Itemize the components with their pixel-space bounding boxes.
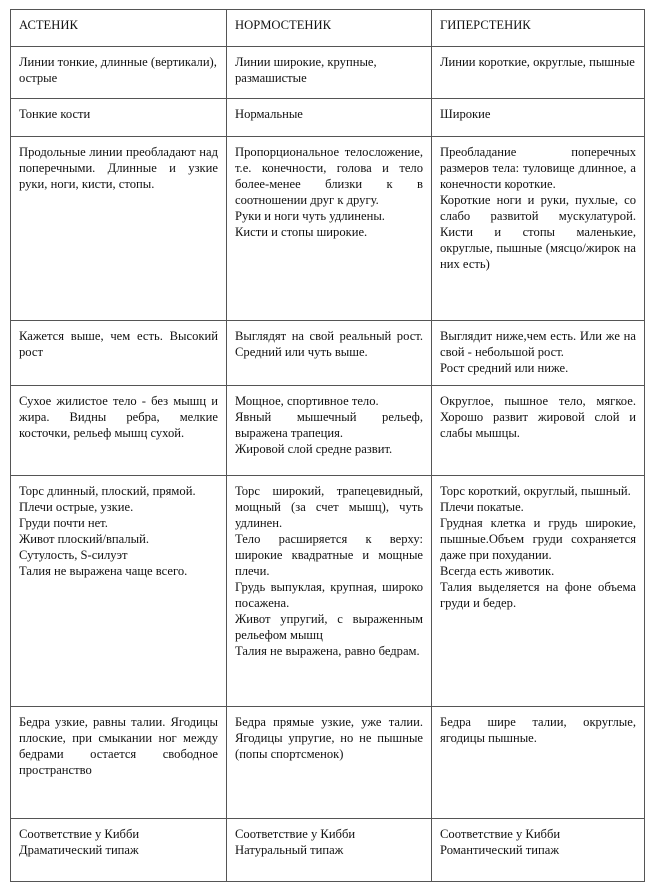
cell-text: Грудная клетка и грудь широкие, пышные.Объем груди сохраняется даже при похудании. (440, 516, 636, 563)
cell-text: Линии тонкие, длинные (вертикали), острые (19, 55, 217, 85)
cell-text: Линии короткие, округлые, пышные (440, 55, 635, 69)
cell-text: Сухое жилистое тело - без мышц и жира. Видны ребра, мелкие косточки, рельеф мышц сухой. (19, 394, 218, 441)
cell-asthenic (11, 706, 227, 818)
cell-normosthenic (227, 99, 432, 137)
cell-hypersthenic (432, 706, 645, 818)
cell-text: Талия не выражена чаще всего. (19, 564, 188, 579)
cell-text: Бедра узкие, равны талии. Ягодицы плоские, при смыкании ног между бедрами остается свободное пространство (19, 714, 218, 777)
cell-hypersthenic (432, 137, 645, 321)
cell-text: Торс широкий, трапецевидный, мощный (за счет мышц), чуть удлинен. (235, 484, 423, 531)
cell-asthenic (11, 321, 227, 386)
cell-text: Кажется выше, чем есть. Высокий рост (19, 329, 218, 360)
cell-text: Сутулость, S-силуэт (19, 548, 128, 563)
table-row (11, 386, 645, 476)
cell-text: Рост средний или ниже. (440, 361, 569, 376)
cell-text: Плечи острые, узкие. (19, 500, 134, 515)
cell-asthenic (11, 99, 227, 137)
header-normosthenic: НОРМОСТЕНИК (227, 10, 432, 47)
cell-text: Выглядят на свой реальный рост. Средний или чуть выше. (235, 329, 423, 360)
cell-hypersthenic (432, 476, 645, 706)
header-asthenic: АСТЕНИК (11, 10, 227, 47)
cell-text: Соответствие у Кибби (19, 826, 140, 841)
cell-hypersthenic (432, 386, 645, 476)
cell-text: Тело расширяется к верху: широкие квадратные и мощные плечи. (235, 532, 423, 579)
body-types-table (10, 9, 645, 882)
cell-text: Грудь выпуклая, крупная, широко посажена. (235, 580, 423, 611)
table-row (11, 706, 645, 818)
cell-text: Нормальные (235, 107, 303, 122)
cell-asthenic (11, 386, 227, 476)
cell-text: Округлое, пышное тело, мягкое. Хорошо развит жировой слой и слабы мышцы. (440, 394, 636, 441)
cell-text: Тонкие кости (19, 107, 91, 122)
cell-text: Соответствие у Кибби (235, 826, 356, 841)
cell-normosthenic (227, 47, 432, 99)
cell-text: Продольные линии преобладают над поперечными. Длинные и узкие руки, ноги, кисти, стопы. (19, 145, 218, 192)
cell-text: Пропорциональное телосложение, т.е. конечности, голова и тело более-менее близки к в соотношении друг к другу. (235, 145, 423, 208)
cell-text: Всегда есть животик. (440, 564, 555, 579)
cell-asthenic (11, 818, 227, 881)
cell-text: Драматический типаж (19, 842, 139, 857)
cell-text: Плечи покатые. (440, 500, 524, 515)
cell-normosthenic (227, 476, 432, 706)
cell-text: Выглядит ниже,чем есть. Или же на свой - небольшой рост. (440, 329, 636, 360)
cell-text: Груди почти нет. (19, 516, 108, 531)
cell-hypersthenic (432, 818, 645, 881)
cell-text: Торс короткий, округлый, пышный. (440, 484, 631, 499)
header-row (11, 10, 645, 47)
cell-text: Талия не выражена, равно бедрам. (235, 644, 420, 659)
cell-text: Широкие (440, 107, 491, 122)
cell-hypersthenic (432, 99, 645, 137)
cell-text: Живот упругий, с выраженным рельефом мышц (235, 612, 423, 643)
cell-normosthenic (227, 706, 432, 818)
table-row (11, 47, 645, 99)
cell-text: Бедра шире талии, округлые, ягодицы пышные. (440, 714, 636, 745)
cell-text: Романтический типаж (440, 842, 560, 857)
table-row (11, 99, 645, 137)
cell-asthenic (11, 137, 227, 321)
table-row (11, 321, 645, 386)
table-row (11, 818, 645, 881)
cell-normosthenic (227, 321, 432, 386)
cell-text: Короткие ноги и руки, пухлые, со слабо развитой мускулатурой. Кисти и стопы маленькие, округлые, пышные (мясцо/жирок на них есть) (440, 193, 636, 272)
cell-text: Руки и ноги чуть удлинены. (235, 209, 385, 224)
cell-normosthenic (227, 386, 432, 476)
cell-text: Кисти и стопы широкие. (235, 225, 368, 240)
table-row (11, 476, 645, 706)
cell-hypersthenic (432, 47, 645, 99)
cell-text: Жировой слой средне развит. (235, 442, 393, 457)
cell-text: Живот плоский/впалый. (19, 532, 150, 547)
cell-text: Торс длинный, плоский, прямой. (19, 484, 196, 499)
cell-text: Бедра прямые узкие, уже талии. Ягодицы упругие, но не пышные (попы спортсменок) (235, 714, 423, 761)
cell-normosthenic (227, 818, 432, 881)
cell-hypersthenic (432, 321, 645, 386)
cell-text: Линии широкие, крупные, размашистые (235, 55, 377, 85)
cell-text: Соответствие у Кибби (440, 826, 561, 841)
table-row (11, 137, 645, 321)
cell-text: Преобладание поперечных размеров тела: туловище длинное, а конечности короткие. (440, 145, 636, 192)
cell-text: Мощное, спортивное тело. (235, 394, 379, 409)
cell-asthenic (11, 47, 227, 99)
cell-text: Талия выделяется на фоне объема груди и бедер. (440, 580, 636, 611)
cell-text: Натуральный типаж (235, 842, 344, 857)
header-hypersthenic: ГИПЕРСТЕНИК (432, 10, 645, 47)
cell-text: Явный мышечный рельеф, выражена трапеция. (235, 410, 423, 441)
cell-asthenic (11, 476, 227, 706)
cell-normosthenic (227, 137, 432, 321)
